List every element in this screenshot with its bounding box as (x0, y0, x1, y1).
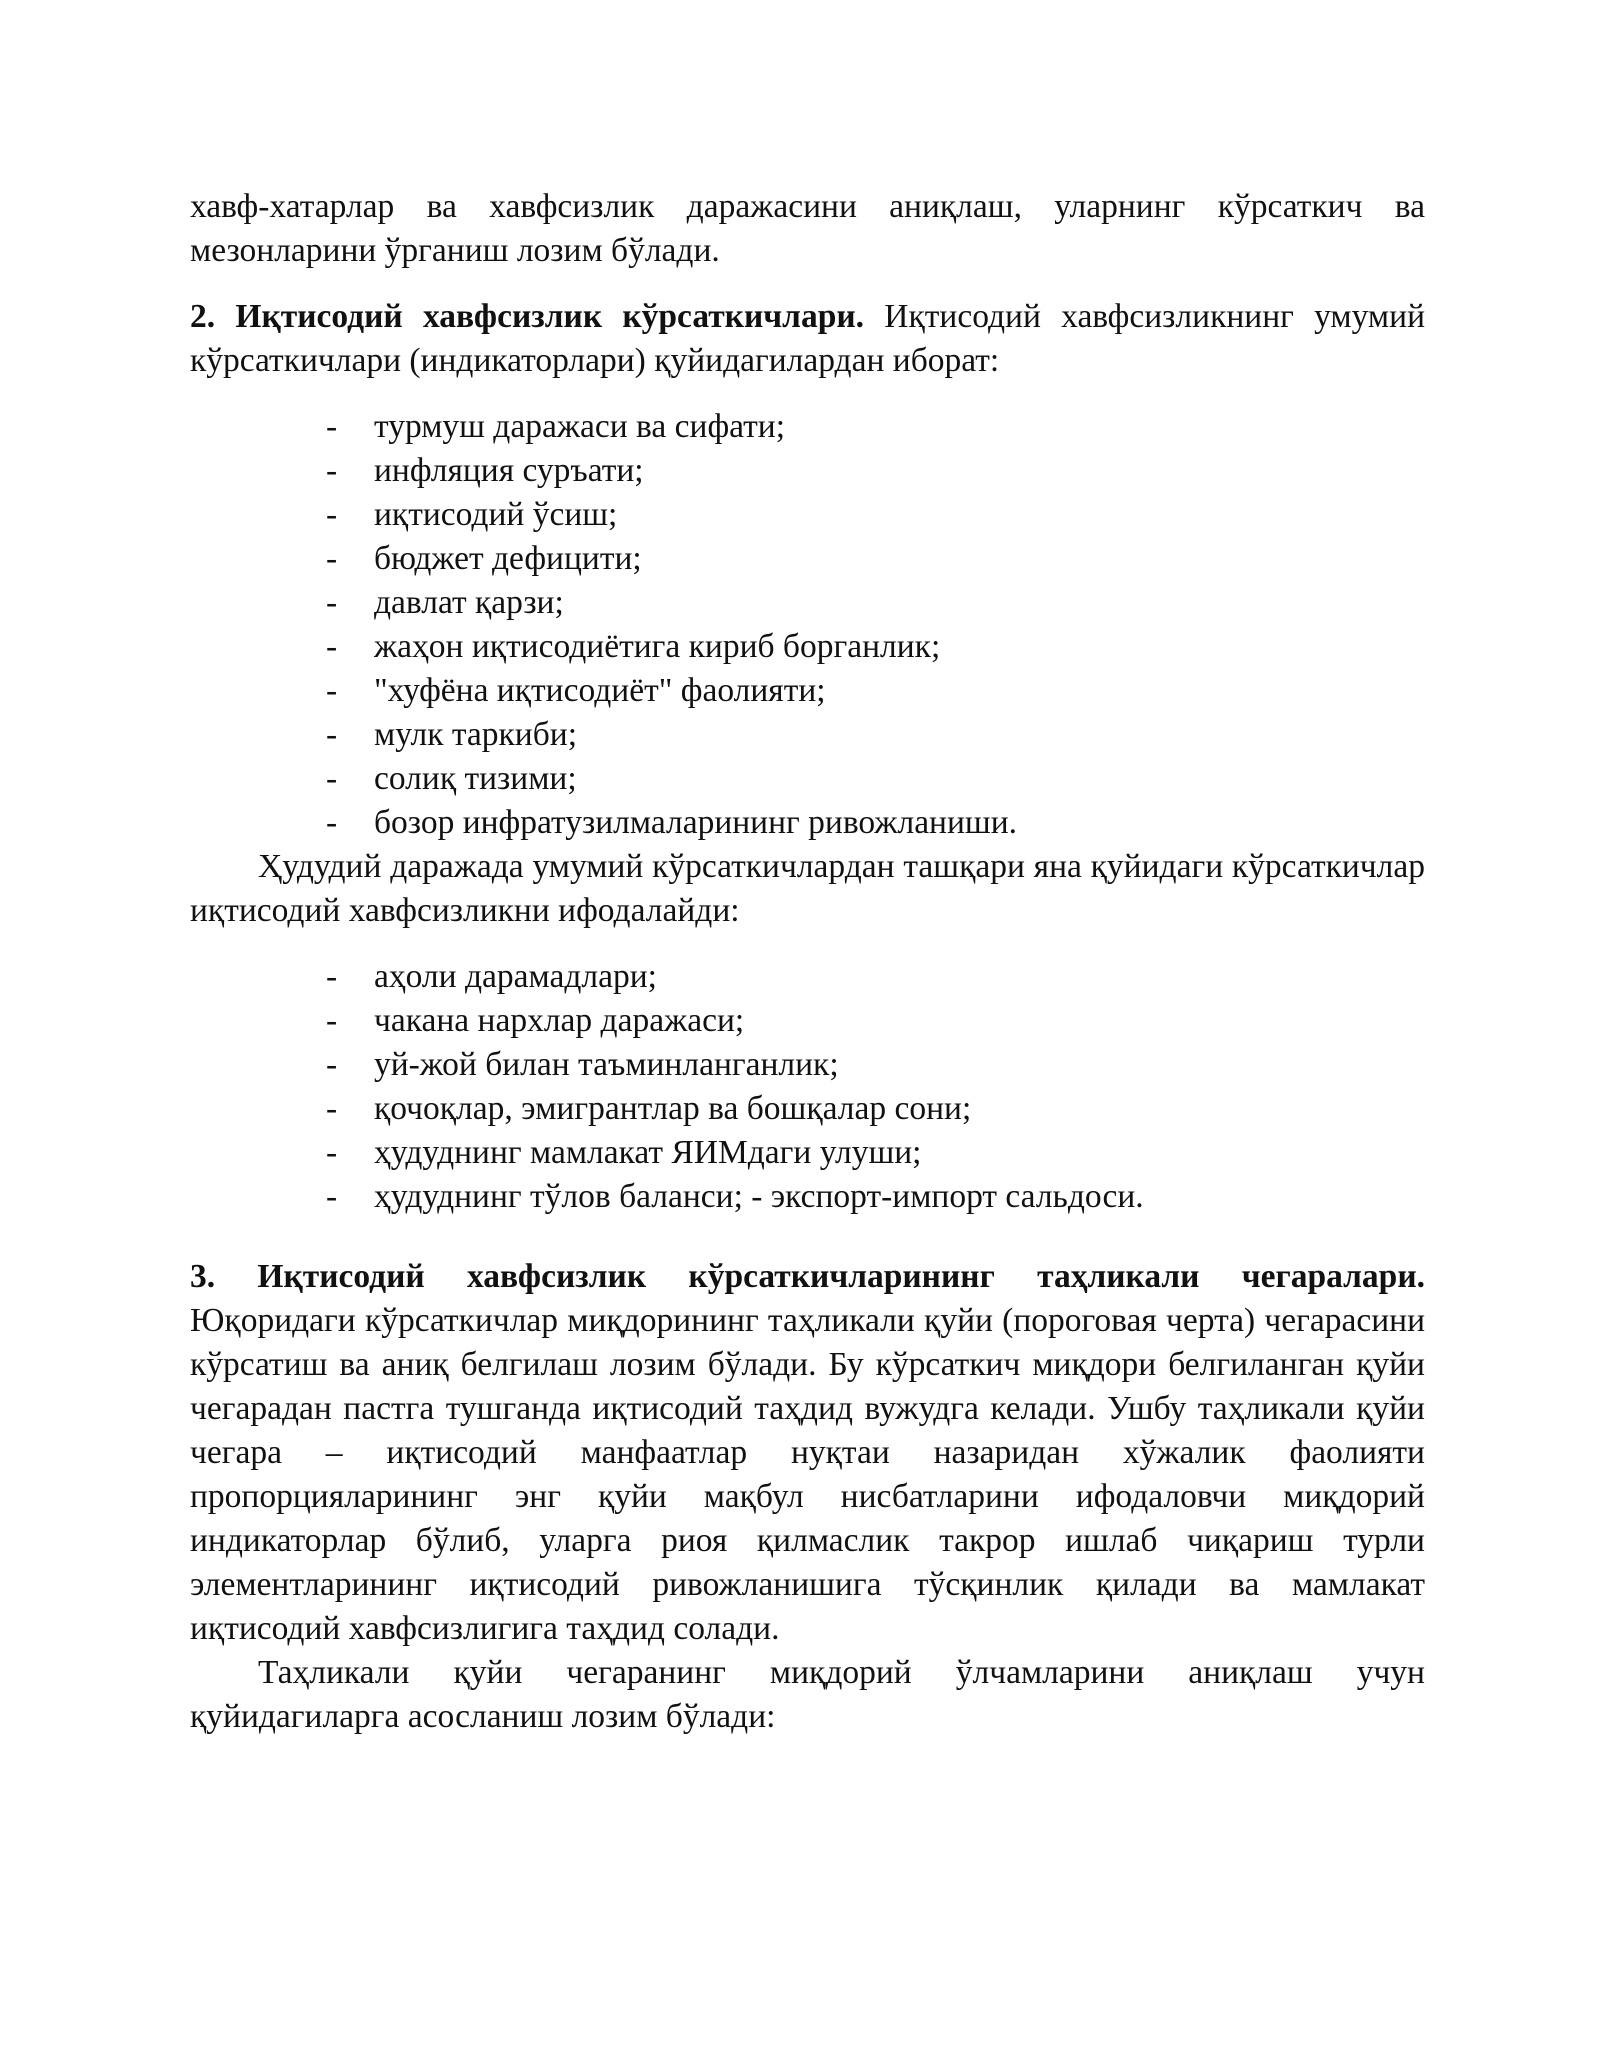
list-item-text: бюджет дефицити; (374, 540, 642, 577)
list-item (326, 581, 1425, 625)
list-item (326, 669, 1425, 713)
list-item (326, 493, 1425, 537)
list-bullet: - (326, 628, 338, 665)
spacer (190, 273, 1425, 295)
regional-indicators-list (190, 955, 1425, 1219)
list-item-text: ҳудуднинг мамлакат ЯИМдаги улуши; (374, 1134, 922, 1171)
list-bullet: - (326, 452, 338, 489)
list-bullet: - (326, 1090, 338, 1127)
list-item (326, 537, 1425, 581)
list-bullet: - (326, 584, 338, 621)
list-bullet: - (326, 672, 338, 709)
list-bullet: - (326, 408, 338, 445)
list-bullet: - (326, 1002, 338, 1039)
general-indicators-list (190, 405, 1425, 845)
list-bullet: - (326, 804, 338, 841)
list-bullet: - (326, 958, 338, 995)
list-item-text: иқтисодий ўсиш; (374, 496, 618, 533)
list-item-text: қочоқлар, эмигрантлар ва бошқалар сони; (374, 1090, 972, 1127)
list-item-text: ҳудуднинг тўлов баланси; - экспорт-импорт сальдоси. (374, 1178, 1144, 1215)
list-bullet: - (326, 1178, 338, 1215)
spacer (190, 1219, 1425, 1255)
list-item-text: инфляция суръати; (374, 452, 644, 489)
section3-paragraph (190, 1255, 1425, 1651)
list-item (326, 405, 1425, 449)
list-item (326, 1175, 1425, 1219)
section3-heading: 3. Иқтисодий хавфсизлик кўрсаткичларининг таҳликали чегаралари. (190, 1258, 1425, 1295)
list-item-text: "хуфёна иқтисодиёт" фаолияти; (374, 672, 826, 709)
list-item-text: бозор инфратузилмаларининг ривожланиши. (374, 804, 1018, 841)
list-bullet: - (326, 540, 338, 577)
list-item-text: аҳоли дарамадлари; (374, 958, 657, 995)
list-bullet: - (326, 496, 338, 533)
regional-paragraph: Ҳудудий даражада умумий кўрсаткичлардан ташқари яна қуйидаги кўрсаткичлар иқтисодий хавфсизликни ифодалайди: (190, 848, 1425, 929)
list-bullet: - (326, 716, 338, 753)
list-item-text: турмуш даражаси ва сифати; (374, 408, 786, 445)
list-bullet: - (326, 1134, 338, 1171)
list-item-text: солиқ тизими; (374, 760, 577, 797)
list-item-text: мулк таркиби; (374, 716, 577, 753)
list-item (326, 1043, 1425, 1087)
list-item-text: уй-жой билан таъминланганлик; (374, 1046, 839, 1083)
list-item (326, 449, 1425, 493)
list-item-text: давлат қарзи; (374, 584, 564, 621)
closing-paragraph: Таҳликали қуйи чегаранинг миқдорий ўлчамларини аниқлаш учун қуйидагиларга асосланиш лозим бўлади: (190, 1654, 1425, 1735)
list-item (326, 625, 1425, 669)
section3-body: Юқоридаги кўрсаткичлар миқдорининг таҳликали қуйи (пороговая черта) чегарасини кўрсатиш ва аниқ белгилаш лозим бўлади. Бу кўрсаткич миқдори белгиланган қуйи чегарадан пастга тушганда иқтисодий таҳдид вужудга келади. Ушбу таҳликали қуйи чегара – иқтисодий манфаатлар нуқтаи назаридан хўжалик фаолияти пропорцияларининг энг қуйи мақбул нисбатларини ифодаловчи миқдорий индикаторлар бўлиб, уларга риоя қилмаслик такрор ишлаб чиқариш турли элементларининг иқтисодий ривожланишига тўсқинлик қилади ва мамлакат иқтисодий хавфсизлигига таҳдид солади. (190, 1302, 1425, 1647)
list-item (326, 757, 1425, 801)
list-item (326, 1087, 1425, 1131)
intro-paragraph: хавф-хатарлар ва хавфсизлик даражасини аниқлаш, уларнинг кўрсаткич ва мезонларини ўрганиш лозим бўлади. (190, 188, 1425, 269)
section2-paragraph (190, 295, 1425, 383)
spacer (190, 933, 1425, 955)
list-item-text: жаҳон иқтисодиётига кириб борганлик; (374, 628, 941, 665)
list-item (326, 801, 1425, 845)
section2-lead-text: Иқтисодий хавфсизликнинг умумий кўрсаткичлари (индикаторлари) қуйидагилардан иборат: (190, 298, 1425, 379)
list-item (326, 1131, 1425, 1175)
list-item-text: чакана нархлар даражаси; (374, 1002, 745, 1039)
page-content (190, 185, 1425, 1739)
spacer (190, 383, 1425, 405)
list-bullet: - (326, 760, 338, 797)
list-item (326, 713, 1425, 757)
list-bullet: - (326, 1046, 338, 1083)
section2-heading: 2. Иқтисодий хавфсизлик кўрсаткичлари. (190, 298, 865, 335)
list-item (326, 955, 1425, 999)
list-item (326, 999, 1425, 1043)
